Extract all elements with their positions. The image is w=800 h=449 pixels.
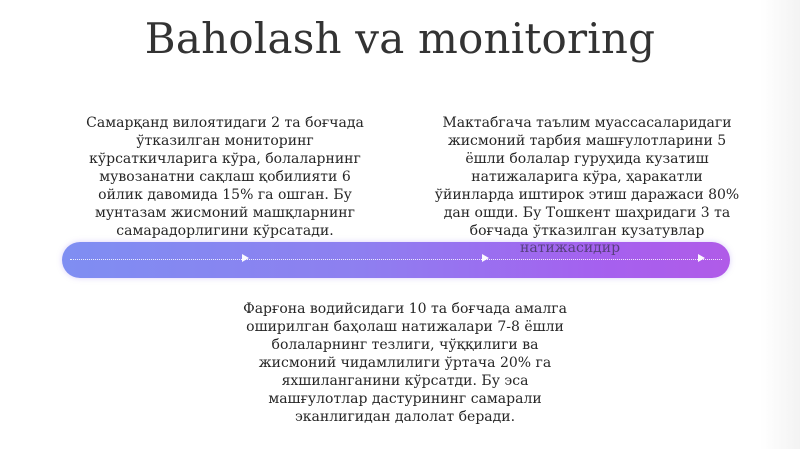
slide-edge-shade [760,0,800,449]
arrow-right-icon [242,254,249,262]
text-block-tashkent: Мактабгача таълим муассасаларидаги жисмоний тарбия машғулотларини 5 ёшли болалар гуруҳида кузатиш натижаларига кўра, ҳаракатли ўйинларда иштирок этиш даражаси 80% дан ошди. Бу Тошкент шаҳридаги 3 та боғчада ўтказилган кузатувлар [434,115,740,239]
text-block-fergana: Фарғона водийсидаги 10 та боғчада амалга оширилган баҳолаш натижалари 7-8 ёшли болаларнинг тезлиги, чўққилиги ва жисмоний чидамлилиги ўртача 20% га яхшиланганини кўрсатди. Бу эса машғулотлар дастурининг самарали эканлигидан далолат беради. [243,301,567,425]
timeline-dotted-line [70,259,722,260]
slide-title: Baholash va monitoring [144,14,656,63]
text-block-tashkent-overflow: натижасидир [520,240,621,256]
text-block-samarkand: Самарқанд вилоятидаги 2 та боғчада ўтказилган мониторинг кўрсаткичларига кўра, болаларнинг мувозанатни сақлаш қобилияти 6 ойлик давомида 15% га ошган. Бу мунтазам жисмоний машқларнинг самарадорлигини кўрсатади. [86,115,364,239]
arrow-right-icon [482,254,489,262]
arrow-right-icon [698,254,705,262]
